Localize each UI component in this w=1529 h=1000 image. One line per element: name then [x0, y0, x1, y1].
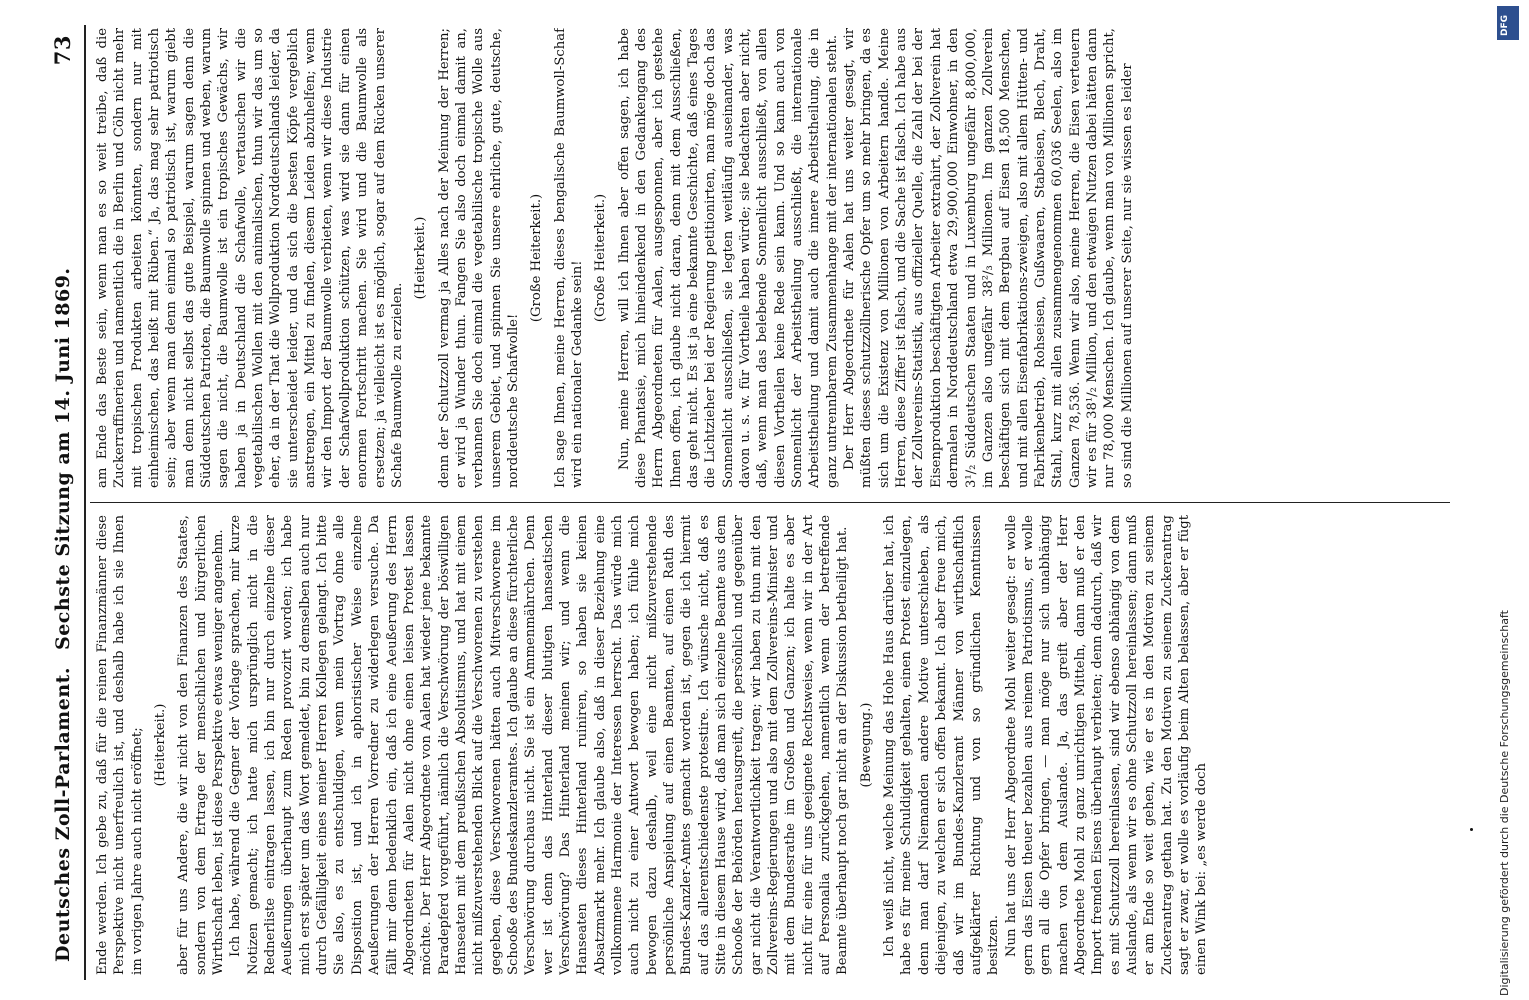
paragraph: Ich sage Ihnen, meine Herren, dieses bengalische Baumwoll-Schaf wird ein nationaler Gedanke sein!: [552, 28, 585, 488]
paragraph: denn der Schutzzoll vermag ja Alles nach der Meinung der Herren; er wird ja Wunder thun. Fangen Sie also doch einmal damit an, verbannen Sie doch einmal die vegetabilische tropische Wolle aus unserem Gebiet, und spinnen Sie unsere ehrliche, gute, deutsche, norddeutsche Schafwolle!: [436, 28, 521, 488]
paragraph: Der Herr Abgeordnete für Aalen hat uns weiter gesagt, wir müßten dieses schutzzöllnerische Opfer um so mehr bringen, da es sich um die Existenz von Millionen von Arbeitern handle. Meine Herren, diese Ziffer ist falsch, und die Sache ist falsch. Ich habe aus der Zollvereins-Statistik, aus offizieller Quelle, die Zahl der bei der Eisenproduktion beschäftigten Arbeiter extrahirt, der Zollverein hat dermalen in Norddeutschland etwa 29,900,000 Einwohner, in den 3¹/₂ Süddeutschen Staaten und in Luxemburg ungefähr 8,800,000, im Ganzen also ungefähr 38²/₃ Millionen. Im ganzen Zollverein beschäftigen sich mit dem Bergbau auf Eisen 18,500 Menschen, und mit allen Eisenfabrikations-zweigen, also mit allem Hütten- und Fabrikenbetrieb, Rohseisen, Gußwaaren, Stabeisen, Blech, Draht, Stahl, kurz mit allen zusammengenommen 60,036 Seelen, also im Ganzen 78,536. Wenn wir also, meine Herren, die Eisen verteuern wir es für 38¹/₂ Million, und den etwaigen Nutzen dabei hätten dann nur 78,000 Menschen. Ich glaube, wenn man von Millionen spricht, so sind die Millionen auf unserer Seite, nur sie wissen es leider: [842, 28, 1135, 488]
page-header: [50, 25, 80, 980]
stage-direction: (Heiterkeit.): [413, 216, 429, 300]
stage-direction: (Große Heiterkeit.): [593, 193, 609, 323]
header-rule: [84, 25, 86, 980]
print-dot: [1470, 828, 1473, 831]
page-number: 73: [50, 35, 75, 66]
stage-direction: (Bewegung.): [858, 702, 874, 788]
paragraph: Nun, meine Herren, will ich Ihnen aber offen sagen, ich habe diese Phantasie, mich hineindenkend in den Gedankengang des Herrn Abgeordneten für Aalen, ausgesponnen, aber ich gestehe Ihnen offen, ich glaube nicht daran, denn mit dem Ausschließen, das geht nicht. Es ist ja eine bekannte Geschichte, daß eines Tages die Lichtzieher bei der Regierung petitionirten, man möge doch das Sonnenlicht ausschließen, sie legten weitläufig auseinander, was davon u. s. w. für Vortheile haben würde; sie bedachten aber nicht, daß, wenn man das belebende Sonnenlicht ausschließt, von allen diesen Vortheilen keine Rede sein kann. Und so kann auch von Sonnenlicht der Arbeitstheilung ausschließt, die internationale Arbeitstheilung und damit auch die innere Arbeitstheilung, die in ganz untrennbarem Zusammenhange mit der internationalen steht.: [616, 28, 840, 488]
left-column: [94, 515, 1454, 975]
stage-direction: (Große Heiterkeit.): [529, 193, 545, 323]
digitization-notice: [1490, 0, 1529, 1000]
rotated-page: [20, 0, 1460, 1000]
paragraph: Nun hat uns der Herr Abgeordnete Mohl weiter gesagt: er wolle gern das Eisen theuer bezahlen aus reinem Patriotismus, er wolle gern all die Opfer bringen, — man möge nur sich unabhängig machen von dem Auslande. Ja, das greift aber der Herr Abgeordnete Mohl zu ganz unrichtigen Mitteln, dann muß er den Import fremden Eisens überhaupt verbieten; denn dadurch, daß wir es mit Schutzzoll hereinlassen, sind wir ebenso abhängig von dem Auslande, als wenn wir es ohne Schutzzoll hereinlassen; dann muß er am Ende so weit gehen, wie er es in den Motiven zu seinem Zuckerantrag gethan hat. Zu den Motiven zu seinem Zuckerantrag sagt er zwar, er wolle es vorläufig beim Alten belassen, aber er fügt einen Wink bei: „es werde doch: [1003, 515, 1210, 975]
stage-direction: (Heiterkeit.): [153, 703, 169, 787]
column-divider: [90, 502, 1450, 503]
dfg-logo-text: DFG: [1500, 14, 1510, 36]
paragraph: aber für uns Andere, die wir nicht von den Finanzen des Staates, sondern von dem Ertrage der menschlichen und bürgerlichen Wirthschaft leben, ist diese Perspektive etwas weniger angenehm.: [176, 515, 227, 975]
paragraph: Ich habe, während die Gegner der Vorlage sprachen, mir kurze Notizen gemacht; ich hatte mich ursprünglich nicht in die Rednerliste eintragen lassen, ich bin nur durch einzelne dieser Aeußerungen überhaupt zum Reden provozirt worden; ich habe mich erst später um das Wort gemeldet, bin zu demselben auch nur durch Gefälligkeit eines meiner Herren Kollegen gelangt. Ich bitte Sie also, es zu entschuldigen, wenn mein Vortrag ohne alle Disposition ist, und ich in aphoristischer Weise einzelne Aeußerungen der Herren Vorredner zu widerlegen versuche. Da fällt mir denn bedenklich ein, daß ich eine Aeußerung des Herrn Abgeordneten für Aalen nicht ohne einen leisen Protest lassen möchte. Der Herr Abgeordnete von Aalen hat wieder jene bekannte Paradepferd vorgeführt, nämlich die Verschwörung der böswilligen Hanseaten mit dem preußischen Absolutismus, und hat mit einem nicht mißzuverstehenden Blick auf die Verschworenen zu verstehen gegeben, diese Verschworenen hätten auch Mitverschworene im Schooße des Bundeskanzleramtes. Ich glaube an diese fürchterliche Verschwörung durchaus nicht. Sie ist ein Ammenmährchen. Denn wer ist denn das Hinterland dieser blutigen hanseatischen Verschwörung? Das Hinterland meinen wir; und wenn die Hanseaten dieses Hinterland ruiniren, so haben sie keinen Absatzmarkt mehr. Ich glaube also, daß in dieser Beziehung eine vollkommene Harmonie der Interessen herrscht. Das würde mich auch nicht zu einer Antwort bewogen haben; ich fühle mich bewogen dazu deshalb, weil eine nicht mißzuverstehende persönliche Anspielung auf einen Beamten, auf einen Rath des Bundes-Kanzler-Amtes gemacht worden ist, gegen die ich hiermit auf das allerentschiedenste protestire. Ich wünsche nicht, daß es Sitte in diesem Hause wird, daß man sich einzelne Beamte aus dem Schooße der Behörden herausgreift, die persönlich und gegenüber gar nicht die Verantwortlichkeit tragen; wir haben zu thun mit den Zollvereins-Regierungen und also mit dem Zollvereins-Minister und mit dem Bundesrathe im Großen und Ganzen; ich halte es aber nicht für eine für uns geeignete Rechtsweise, wenn wir in der Art auf Personalia zurückgehen, namentlich wenn der betreffende Beamte überhaupt noch gar nicht an der Diskussion betheiligt hat.: [228, 515, 851, 975]
dfg-logo: [1497, 6, 1519, 40]
header-title: Deutsches Zoll-Parlament.: [52, 666, 74, 962]
paragraph: Ich weiß nicht, welche Meinung das Hohe Haus darüber hat, ich habe es für meine Schuldigkeit gehalten, einen Protest einzulegen, denn man darf Niemanden andere Motive unterschieben, als diejenigen, zu welchen er sich offen bekannt. Ich aber freue mich, daß wir im Bundes-Kanzleramt Männer von wirthschaftlich aufgeklärter Richtung und von so gründlichen Kenntnissen besitzen.: [882, 515, 1002, 975]
digitization-notice-text: Digitalisierung gefördert durch die Deutsche Forschungsgemeinschaft: [1498, 610, 1511, 996]
paragraph: am Ende das Beste sein, wenn man es so weit treibe, daß die Zuckerraffinerien und namentlich die in Berlin und Cöln nicht mehr mit tropischen Produkten arbeiten könnten, sondern nur mit einheimischen, das heißt mit Rüben.“ Ja, das mag sehr patriotisch sein; aber wenn man denn einmal so patriotisch ist, warum giebt man denn nicht selbst das gute Beispiel, warum sagen denn die Süddeutschen Patrioten, die Baumwolle spinnen und weben, warum sagen die nicht, die Baumwolle ist ein tropisches Gewächs, wir haben ja in Deutschland die Schafwolle, vertauschen wir die vegetabilischen Wollen mit den animalischen, thun wir das um so eher, da in der That die Wollproduktion Norddeutschlands leider, da sie unterscheidet leider, und da sich die besten Köpfe vergeblich anstrengen, ein Mittel zu finden, diesem Leiden abzuhelfen; wenn wir den Import der Baumwolle verbieten, wenn wir diese Industrie der Schafwollproduktion schützen, was wird sie dann für einen enormen Fortschritt machen. Sie wird und die Baumwolle als ersetzen; ja vielleicht ist es möglich, sogar auf dem Rücken unserer Schafe Baumwolle zu erzielen.: [95, 28, 405, 488]
session-title: Sechste Sitzung am 14. Juni 1869.: [52, 267, 74, 650]
paragraph: Ende werden. Ich gebe zu, daß für die reinen Finanzmänner diese Perspektive nicht unerfreulich ist, und deshalb habe ich sie Ihnen im vorigen Jahre auch nicht eröffnet;: [95, 515, 145, 975]
right-column: [94, 28, 1454, 488]
